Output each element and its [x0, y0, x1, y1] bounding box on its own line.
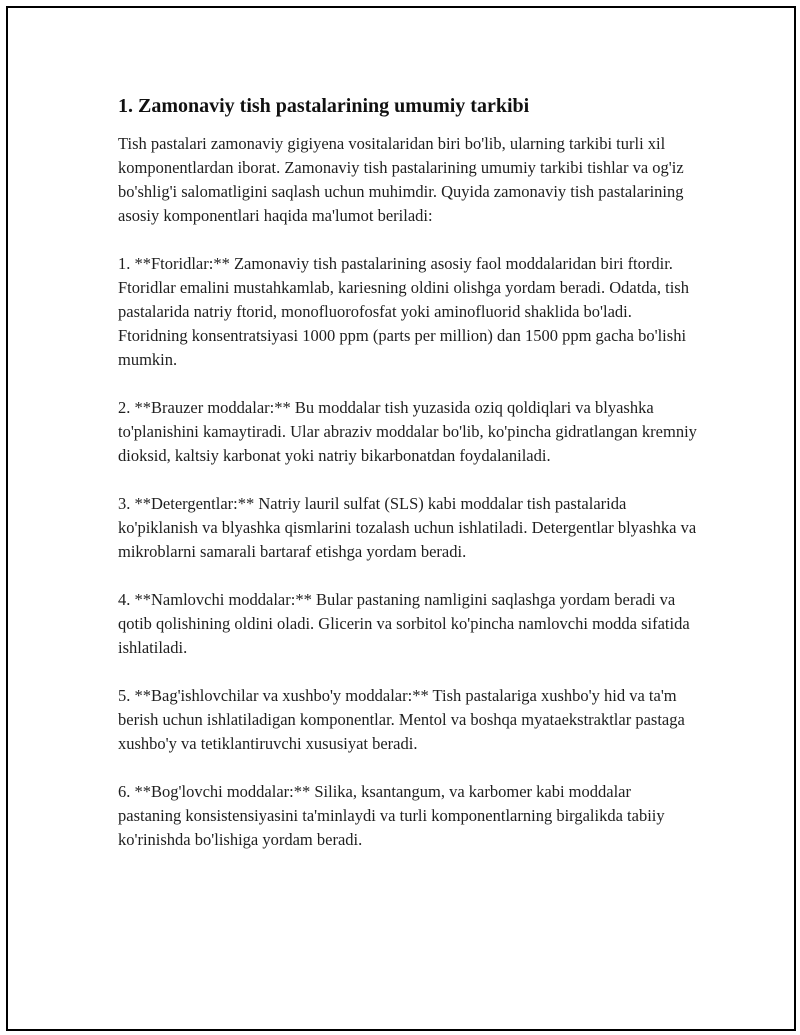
paragraph-brauzer-moddalar: 2. **Brauzer moddalar:** Bu moddalar tish yuzasida oziq qoldiqlari va blyashka to'planishini kamaytiradi. Ular abraziv moddalar bo'lib, ko'pincha gidratlangan kremniy dioksid, kaltsiy karbonat yoki natriy bikarbonatdan foydalaniladi.: [118, 398, 697, 465]
paragraph-detergentlar: 3. **Detergentlar:** Natriy lauril sulfat (SLS) kabi moddalar tish pastalarida ko'piklanish va blyashka qismlarini tozalash uchun ishlatiladi. Detergentlar blyashka va mikroblarni samarali bartaraf etishga yordam beradi.: [118, 494, 697, 561]
paragraph-xushboy-moddalar: 5. **Bag'ishlovchilar va xushbo'y moddalar:** Tish pastalariga xushbo'y hid va ta'm berish uchun ishlatiladigan komponentlar. Mentol va boshqa myataekstraktlar pastaga xushbo'y va tetiklantiruvchi xususiyat beradi.: [118, 686, 685, 753]
paragraph-ftoridlar: 1. **Ftoridlar:** Zamonaviy tish pastalarining asosiy faol moddalaridan biri ftordir. Ftoridlar emalini mustahkamlab, kariesning oldini olishga yordam beradi. Odatda, tish pastalarida natriy ftorid, monofluorofosfat yoki aminofluorid shaklida bo'ladi. Ftoridning konsentratsiyasi 1000 ppm (parts per million) dan 1500 ppm gacha bo'lishi mumkin.: [118, 254, 689, 369]
paragraph-boglovchi-moddalar: 6. **Bog'lovchi moddalar:** Silika, ksantangum, va karbomer kabi moddalar pastaning konsistensiyasini ta'minlaydi va turli komponentlarning birgalikda tabiiy ko'rinishda bo'lishiga yordam beradi.: [118, 782, 665, 849]
document-body: [118, 93, 698, 876]
paragraph-namlovchi-moddalar: 4. **Namlovchi moddalar:** Bular pastaning namligini saqlashga yordam beradi va qotib qolishining oldini oladi. Glicerin va sorbitol ko'pincha namlovchi modda sifatida ishlatiladi.: [118, 590, 690, 657]
document-title: 1. Zamonaviy tish pastalarining umumiy tarkibi: [118, 95, 530, 117]
intro-paragraph: Tish pastalari zamonaviy gigiyena vositalaridan biri bo'lib, ularning tarkibi turli xil komponentlardan iborat. Zamonaviy tish pastalarining umumiy tarkibi tishlar va og'iz bo'shlig'i salomatligini saqlash uchun muhimdir. Quyida zamonaviy tish pastalarining asosiy komponentlari haqida ma'lumot beriladi:: [118, 134, 684, 225]
